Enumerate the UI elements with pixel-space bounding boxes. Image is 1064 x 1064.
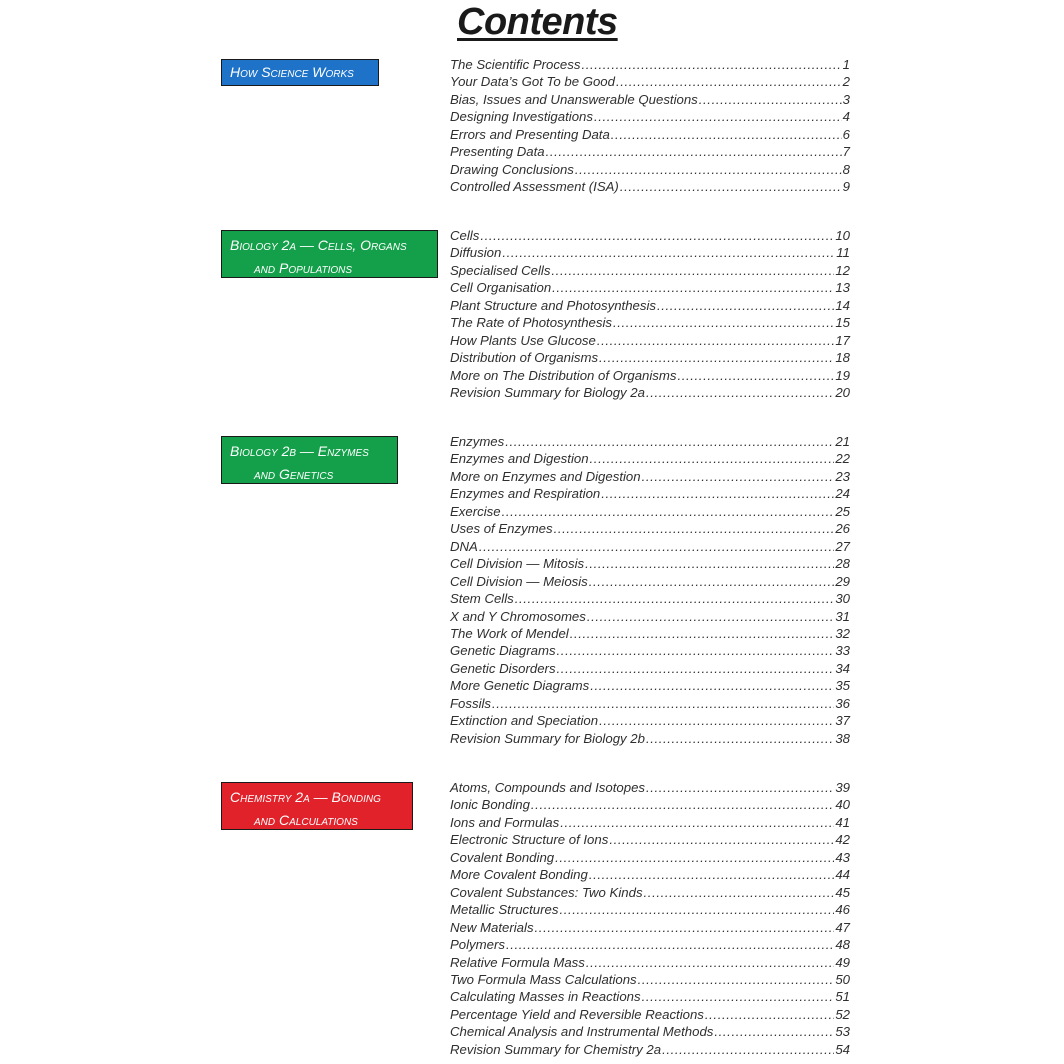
toc-entry-leader-dots — [479, 538, 834, 555]
toc-entry-title: Metallic Structures — [450, 902, 559, 918]
section-label-line1: How Science Works — [230, 64, 354, 80]
toc-entry-page-number: 22 — [835, 451, 850, 467]
toc-entry-title: Your Data’s Got To be Good — [450, 74, 615, 90]
toc-entry — [450, 555, 850, 572]
toc-entry-title: How Plants Use Glucose — [450, 332, 596, 348]
toc-entry-title: Ions and Formulas — [450, 814, 560, 830]
toc-entry — [450, 450, 850, 467]
toc-entry-title: Revision Summary for Chemistry 2a — [450, 1041, 662, 1057]
toc-entry-title: The Work of Mendel — [450, 625, 569, 641]
toc-entry-leader-dots — [599, 349, 834, 366]
toc-entry-page-number: 10 — [835, 228, 850, 243]
toc-entry-title: Enzymes and Respiration — [450, 486, 601, 502]
toc-entry-leader-dots — [646, 384, 834, 401]
toc-entry-title: Revision Summary for Biology 2b — [450, 730, 645, 746]
toc-entry — [450, 988, 850, 1005]
section-label-line1: Chemistry 2a — Bonding — [230, 789, 381, 805]
toc-entry-page-number: 2 — [842, 74, 850, 90]
toc-entry-leader-dots — [613, 314, 834, 331]
toc-entry-title: Ionic Bonding — [450, 797, 530, 813]
toc-entry-page-number: 43 — [835, 849, 850, 865]
toc-entry — [450, 971, 850, 988]
toc-entry-leader-dots — [597, 332, 834, 349]
toc-entry-page-number: 40 — [835, 797, 850, 813]
toc-entry — [450, 538, 850, 555]
toc-entry-leader-dots — [699, 91, 842, 108]
toc-entry — [450, 314, 850, 331]
toc-entry-leader-dots — [546, 143, 842, 160]
toc-entry — [450, 573, 850, 590]
toc-list-chemistry-2a — [450, 779, 850, 1058]
toc-entry-title: The Scientific Process — [450, 57, 581, 72]
toc-entry-leader-dots — [551, 262, 834, 279]
toc-entry-page-number: 12 — [835, 262, 850, 278]
toc-entry-page-number: 51 — [835, 989, 850, 1005]
toc-entry-leader-dots — [662, 1041, 834, 1058]
toc-entry-page-number: 39 — [835, 780, 850, 795]
toc-entry-title: Plant Structure and Photosynthesis — [450, 297, 656, 313]
toc-entry-title: Polymers — [450, 937, 505, 953]
toc-entry-leader-dots — [657, 297, 834, 314]
toc-entry — [450, 779, 850, 796]
toc-entry-page-number: 26 — [835, 521, 850, 537]
toc-entry-title: More Covalent Bonding — [450, 867, 588, 883]
toc-entry-page-number: 44 — [835, 867, 850, 883]
toc-entry-leader-dots — [502, 244, 835, 261]
toc-entry — [450, 936, 850, 953]
toc-entry-page-number: 6 — [842, 126, 850, 142]
toc-entry-page-number: 41 — [835, 814, 850, 830]
toc-entry-title: DNA — [450, 538, 478, 554]
toc-entry-leader-dots — [555, 849, 834, 866]
toc-entry-page-number: 36 — [835, 695, 850, 711]
toc-entry-title: Genetic Diagrams — [450, 643, 556, 659]
toc-entry-title: The Rate of Photosynthesis — [450, 315, 613, 331]
section-label-line1: Biology 2b — Enzymes — [230, 443, 369, 459]
toc-entry-leader-dots — [560, 814, 834, 831]
toc-entry — [450, 108, 850, 125]
toc-entry-page-number: 46 — [835, 902, 850, 918]
toc-entry-page-number: 21 — [835, 434, 850, 449]
toc-entry-leader-dots — [646, 779, 834, 796]
toc-entry — [450, 73, 850, 90]
toc-entry-leader-dots — [638, 971, 835, 988]
toc-entry — [450, 814, 850, 831]
toc-entry — [450, 384, 850, 401]
toc-entry-title: Cell Division — Mitosis — [450, 556, 585, 572]
toc-entry-title: Cell Division — Meiosis — [450, 573, 588, 589]
toc-entry-leader-dots — [515, 590, 835, 607]
toc-entry-page-number: 33 — [835, 643, 850, 659]
toc-entry-leader-dots — [502, 503, 835, 520]
toc-entry-title: Genetic Disorders — [450, 660, 556, 676]
toc-entry-title: Fossils — [450, 695, 492, 711]
toc-entry-leader-dots — [585, 555, 834, 572]
toc-entry-page-number: 53 — [835, 1024, 850, 1040]
toc-entry — [450, 433, 850, 450]
toc-entry — [450, 485, 850, 502]
toc-entry — [450, 901, 850, 918]
toc-entry — [450, 332, 850, 349]
toc-entry-title: More on The Distribution of Organisms — [450, 367, 677, 383]
toc-entry-leader-dots — [594, 108, 842, 125]
toc-entry — [450, 279, 850, 296]
toc-entry-title: Calculating Masses in Reactions — [450, 989, 641, 1005]
toc-entry — [450, 262, 850, 279]
toc-entry-leader-dots — [506, 936, 834, 953]
toc-entry-leader-dots — [575, 161, 842, 178]
toc-entry-page-number: 17 — [835, 332, 850, 348]
toc-entry — [450, 1023, 850, 1040]
toc-entry-page-number: 42 — [835, 832, 850, 848]
toc-entry — [450, 91, 850, 108]
toc-entry-page-number: 13 — [835, 280, 850, 296]
toc-entry-leader-dots — [587, 608, 834, 625]
toc-entry-title: Enzymes and Digestion — [450, 451, 589, 467]
toc-entry-page-number: 23 — [835, 468, 850, 484]
page-title: Contents — [457, 1, 618, 43]
section-label-line2: and Genetics — [254, 466, 334, 482]
toc-entry-leader-dots — [492, 695, 834, 712]
toc-entry-title: New Materials — [450, 919, 534, 935]
toc-list-biology-2b — [450, 433, 850, 747]
toc-entry-leader-dots — [620, 178, 842, 195]
toc-entry-title: More Genetic Diagrams — [450, 678, 590, 694]
toc-entry — [450, 712, 850, 729]
toc-entry-title: Two Formula Mass Calculations — [450, 971, 637, 987]
toc-entry-page-number: 27 — [835, 538, 850, 554]
toc-entry — [450, 244, 850, 261]
section-label-line2: and Calculations — [254, 812, 358, 828]
toc-entry-title: Controlled Assessment (ISA) — [450, 179, 619, 195]
toc-entry-page-number: 14 — [835, 297, 850, 313]
toc-entry — [450, 126, 850, 143]
toc-entry — [450, 178, 850, 195]
toc-entry-page-number: 8 — [842, 161, 850, 177]
toc-entry — [450, 831, 850, 848]
toc-entry-leader-dots — [531, 796, 834, 813]
toc-entry-title: Bias, Issues and Unanswerable Questions — [450, 91, 698, 107]
toc-entry-leader-dots — [642, 988, 835, 1005]
toc-entry-page-number: 34 — [835, 660, 850, 676]
toc-entry — [450, 503, 850, 520]
toc-entry-page-number: 20 — [835, 385, 850, 401]
toc-entry-title: Cells — [450, 228, 480, 243]
toc-entry-page-number: 45 — [835, 884, 850, 900]
toc-entry-title: Stem Cells — [450, 591, 514, 607]
toc-entry — [450, 1041, 850, 1058]
toc-entry-leader-dots — [581, 56, 841, 73]
toc-entry — [450, 56, 850, 73]
toc-entry-title: Diffusion — [450, 245, 502, 261]
toc-entry-title: Covalent Substances: Two Kinds — [450, 884, 643, 900]
toc-entry-leader-dots — [535, 919, 835, 936]
toc-entry — [450, 796, 850, 813]
toc-entry — [450, 1006, 850, 1023]
toc-entry-leader-dots — [590, 677, 834, 694]
toc-entry-leader-dots — [557, 642, 835, 659]
toc-entry-page-number: 30 — [835, 591, 850, 607]
toc-entry-page-number: 1 — [842, 57, 850, 72]
toc-entry-title: Chemical Analysis and Instrumental Methods — [450, 1024, 714, 1040]
toc-entry-page-number: 18 — [835, 350, 850, 366]
toc-entry-title: Revision Summary for Biology 2a — [450, 385, 645, 401]
toc-entry-page-number: 38 — [835, 730, 850, 746]
toc-entry-page-number: 28 — [835, 556, 850, 572]
toc-entry-title: Specialised Cells — [450, 262, 551, 278]
toc-entry-page-number: 7 — [842, 144, 850, 160]
toc-entry — [450, 161, 850, 178]
toc-entry-page-number: 15 — [835, 315, 850, 331]
toc-entry-leader-dots — [644, 884, 835, 901]
toc-entry — [450, 349, 850, 366]
toc-entry-leader-dots — [599, 712, 834, 729]
toc-entry-page-number: 3 — [842, 91, 850, 107]
toc-entry — [450, 143, 850, 160]
toc-entry-title: Extinction and Speciation — [450, 713, 599, 729]
toc-entry-page-number: 48 — [835, 937, 850, 953]
toc-entry-page-number: 47 — [835, 919, 850, 935]
toc-entry-title: Errors and Presenting Data — [450, 126, 610, 142]
toc-entry-page-number: 4 — [842, 109, 850, 125]
toc-entry-page-number: 50 — [835, 971, 850, 987]
toc-entry-leader-dots — [554, 520, 835, 537]
toc-entry-title: Enzymes — [450, 434, 505, 449]
toc-entry-leader-dots — [557, 660, 835, 677]
toc-entry — [450, 642, 850, 659]
toc-entry-page-number: 19 — [835, 367, 850, 383]
toc-entry — [450, 866, 850, 883]
toc-entry-leader-dots — [559, 901, 834, 918]
toc-entry-leader-dots — [616, 73, 842, 90]
toc-entry — [450, 520, 850, 537]
toc-entry — [450, 590, 850, 607]
toc-entry-title: Designing Investigations — [450, 109, 593, 125]
toc-entry-title: Presenting Data — [450, 144, 545, 160]
toc-entry — [450, 849, 850, 866]
toc-entry-leader-dots — [552, 279, 834, 296]
toc-entry — [450, 695, 850, 712]
toc-entry — [450, 608, 850, 625]
toc-entry-leader-dots — [714, 1023, 834, 1040]
toc-entry — [450, 660, 850, 677]
section-label-chemistry-2a — [221, 782, 413, 830]
toc-entry-leader-dots — [611, 126, 842, 143]
toc-entry-page-number: 9 — [842, 179, 850, 195]
toc-entry-title: Relative Formula Mass — [450, 954, 585, 970]
toc-entry-page-number: 32 — [835, 625, 850, 641]
section-label-how-science-works — [221, 59, 379, 86]
toc-entry-page-number: 25 — [835, 503, 850, 519]
toc-entry-leader-dots — [705, 1006, 834, 1023]
toc-entry-page-number: 49 — [835, 954, 850, 970]
toc-entry-leader-dots — [589, 866, 835, 883]
toc-entry-page-number: 37 — [835, 713, 850, 729]
section-label-biology-2a — [221, 230, 438, 278]
toc-entry-title: Atoms, Compounds and Isotopes — [450, 780, 645, 795]
toc-entry-leader-dots — [586, 954, 834, 971]
toc-entry-title: Uses of Enzymes — [450, 521, 553, 537]
toc-entry-leader-dots — [601, 485, 834, 502]
toc-entry — [450, 919, 850, 936]
toc-entry-title: Covalent Bonding — [450, 849, 555, 865]
toc-entry-title: Percentage Yield and Reversible Reactions — [450, 1006, 704, 1022]
toc-entry-page-number: 24 — [835, 486, 850, 502]
toc-entry — [450, 730, 850, 747]
toc-entry — [450, 468, 850, 485]
toc-entry-page-number: 11 — [836, 245, 850, 261]
toc-entry-leader-dots — [677, 367, 834, 384]
toc-entry-title: Exercise — [450, 503, 501, 519]
toc-entry-title: Electronic Structure of Ions — [450, 832, 609, 848]
toc-entry — [450, 625, 850, 642]
toc-entry-leader-dots — [480, 227, 834, 244]
toc-entry-title: Distribution of Organisms — [450, 350, 599, 366]
section-label-biology-2b — [221, 436, 398, 484]
toc-entry-leader-dots — [589, 573, 835, 590]
toc-entry-title: Cell Organisation — [450, 280, 552, 296]
toc-entry-page-number: 31 — [835, 608, 850, 624]
toc-entry — [450, 297, 850, 314]
toc-entry-leader-dots — [609, 831, 834, 848]
toc-entry — [450, 367, 850, 384]
toc-entry-page-number: 52 — [835, 1006, 850, 1022]
section-label-line2: and Populations — [254, 260, 353, 276]
toc-entry — [450, 227, 850, 244]
toc-entry-leader-dots — [646, 730, 834, 747]
toc-entry-leader-dots — [642, 468, 835, 485]
toc-list-biology-2a — [450, 227, 850, 402]
toc-entry-title: X and Y Chromosomes — [450, 608, 586, 624]
toc-entry-title: Drawing Conclusions — [450, 161, 574, 177]
toc-entry-leader-dots — [590, 450, 835, 467]
section-label-line1: Biology 2a — Cells, Organs — [230, 237, 407, 253]
toc-entry-page-number: 54 — [835, 1041, 850, 1057]
toc-entry — [450, 954, 850, 971]
toc-entry-leader-dots — [570, 625, 835, 642]
toc-entry — [450, 677, 850, 694]
toc-entry-page-number: 29 — [835, 573, 850, 589]
toc-entry — [450, 884, 850, 901]
toc-entry-title: More on Enzymes and Digestion — [450, 468, 641, 484]
toc-list-how-science-works — [450, 56, 850, 196]
toc-entry-leader-dots — [505, 433, 834, 450]
toc-entry-page-number: 35 — [835, 678, 850, 694]
